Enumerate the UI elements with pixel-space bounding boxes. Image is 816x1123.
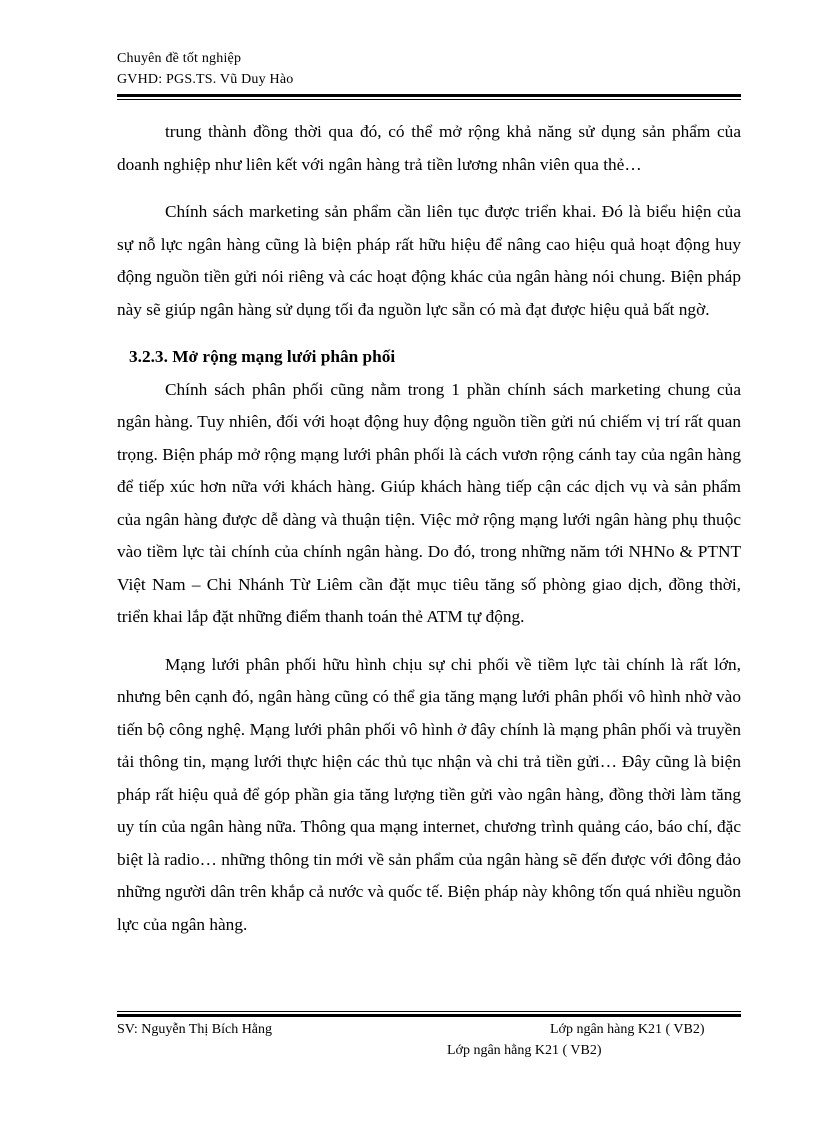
footer-rule-thin: [117, 1011, 741, 1012]
header-rule-thick: [117, 94, 741, 97]
header-supervisor: GVHD: PGS.TS. Vũ Duy Hào: [117, 72, 294, 87]
footer-rule-thick: [117, 1014, 741, 1017]
header-title: Chuyên đề tốt nghiệp: [117, 51, 242, 66]
paragraph-2: Chính sách marketing sản phẩm cần liên tục được triển khai. Đó là biểu hiện của sự nỗ lực ngân hàng cũng là biện pháp rất hữu hiệu để nâng cao hiệu quả hoạt động huy động nguồn tiền gửi nói riêng và các hoạt động khác của ngân hàng nói chung. Biện pháp này sẽ giúp ngân hàng sử dụng tối đa nguồn lực sẵn có mà đạt được hiệu quả bất ngờ.: [117, 202, 741, 319]
header-rule-thin: [117, 99, 741, 100]
paragraph-1: trung thành đồng thời qua đó, có thể mở rộng khả năng sử dụng sản phẩm của doanh nghiệp như liên kết với ngân hàng trả tiền lương nhân viên qua thẻ…: [117, 122, 741, 174]
page-header: [117, 48, 741, 90]
paragraph-3: Chính sách phân phối cũng nằm trong 1 phần chính sách marketing chung của ngân hàng. Tuy nhiên, đối với hoạt động huy động nguồn tiền gửi nú chiếm vị trí rất quan trọng. Biện pháp mở rộng mạng lưới phân phối là cách vươn rộng cánh tay của ngân hàng để tiếp xúc hơn nữa với khách hàng. Giúp khách hàng tiếp cận các dịch vụ và sản phẩm của ngân hàng được dễ dàng và thuận tiện. Việc mở rộng mạng lưới ngân hàng phụ thuộc vào tiềm lực tài chính của chính ngân hàng. Do đó, trong những năm tới NHNo & PTNT Việt Nam – Chi Nhánh Từ Liêm cần đặt mục tiêu tăng số phòng giao dịch, đồng thời, triển khai lắp đặt những điểm thanh toán thẻ ATM tự động.: [117, 379, 741, 626]
footer-class: Lớp ngân hàng K21 ( VB2): [550, 1022, 705, 1037]
footer-student: SV: Nguyễn Thị Bích Hằng: [117, 1022, 273, 1037]
section-heading: 3.2.3. Mở rộng mạng lưới phân phối: [129, 347, 396, 366]
paragraph-4: Mạng lưới phân phối hữu hình chịu sự chi phối về tiềm lực tài chính là rất lớn, nhưng bên cạnh đó, ngân hàng cũng có thể gia tăng mạng lưới phân phối vô hình nhờ vào tiến bộ công nghệ. Mạng lưới phân phối vô hình ở đây chính là mạng phân phối và truyền tải thông tin, mạng lưới thực hiện các thủ tục nhận và chi trả tiền gửi… Đây cũng là biện pháp rất hiệu quả để góp phần gia tăng lượng tiền gửi vào ngân hàng, đồng thời làm tăng uy tín của ngân hàng nữa. Thông qua mạng internet, chương trình quảng cáo, báo chí, đặc biệt là radio… những thông tin mới về sản phẩm của ngân hàng sẽ đến được với đông đảo những người dân trên khắp cả nước và quốc tế. Biện pháp này không tốn quá nhiều nguồn lực của ngân hàng.: [117, 654, 741, 934]
document-body: [117, 116, 741, 941]
footer-class-duplicate: Lớp ngân hằng K21 ( VB2): [447, 1043, 602, 1058]
